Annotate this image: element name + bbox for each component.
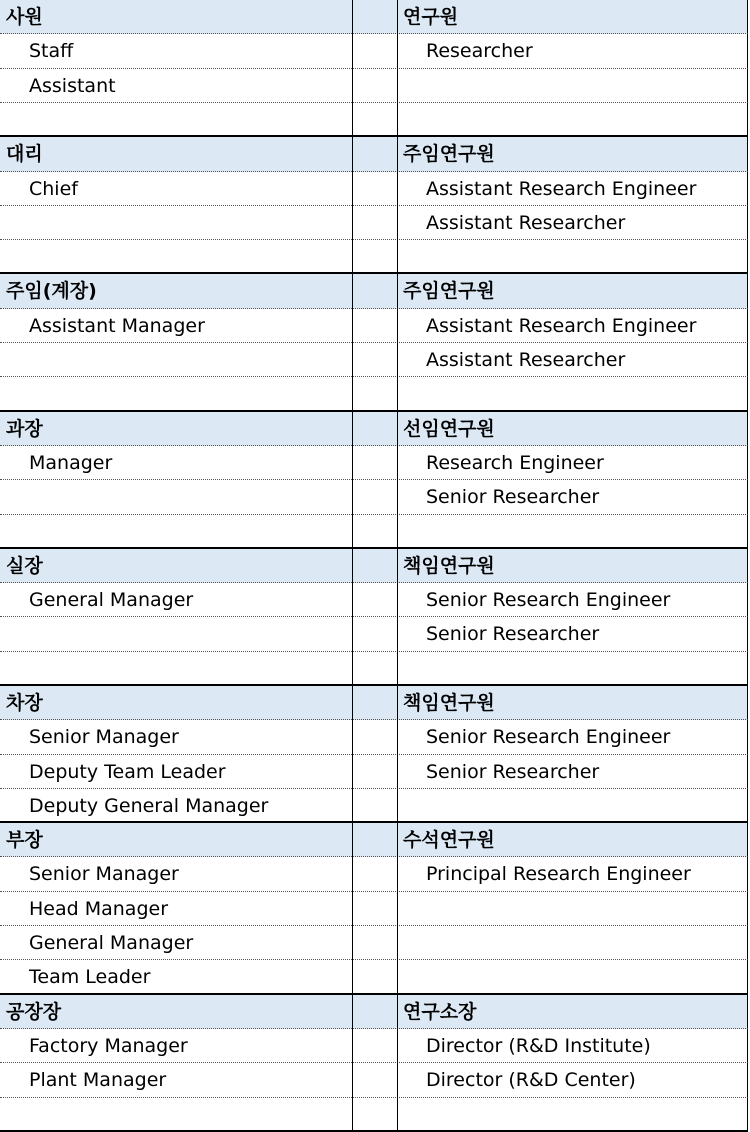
research-grade-title[interactable]: 주임연구원 <box>403 280 495 302</box>
section-header-row <box>0 686 748 720</box>
table-row <box>0 206 748 240</box>
table-row <box>0 103 748 137</box>
table-row <box>0 69 748 103</box>
job-grade-english-title[interactable]: General Manager <box>29 589 194 611</box>
section-header-row <box>0 274 748 309</box>
table-row <box>0 789 748 823</box>
job-grade-title[interactable]: 공장장 <box>6 1001 62 1023</box>
job-grade-english-title[interactable] <box>29 1098 369 1132</box>
table-row <box>0 172 748 206</box>
job-grade-title[interactable]: 주임(계장) <box>6 280 97 302</box>
job-grade-english-title[interactable]: Assistant Manager <box>29 315 205 337</box>
job-grade-english-title[interactable]: Deputy General Manager <box>29 795 269 817</box>
table-row <box>0 446 748 480</box>
table-row <box>0 34 748 69</box>
job-grade-title[interactable]: 실장 <box>6 555 43 577</box>
job-grade-english-title[interactable] <box>29 617 369 651</box>
job-grade-english-title[interactable]: Manager <box>29 452 113 474</box>
research-grade-english-title[interactable]: Principal Research Engineer <box>426 863 691 885</box>
research-grade-english-title[interactable] <box>426 892 750 926</box>
table-row <box>0 309 748 343</box>
research-grade-title[interactable]: 선임연구원 <box>403 418 495 440</box>
research-grade-english-title[interactable]: Senior Research Engineer <box>426 726 671 748</box>
table-row <box>0 1029 748 1063</box>
table-row <box>0 892 748 926</box>
job-grade-english-title[interactable] <box>29 480 369 514</box>
section-header-row <box>0 412 748 446</box>
table-row <box>0 617 748 652</box>
research-grade-english-title[interactable] <box>426 1098 750 1132</box>
research-grade-english-title[interactable] <box>426 789 750 823</box>
job-grade-title[interactable]: 과장 <box>6 418 43 440</box>
job-grade-english-title[interactable] <box>29 103 369 137</box>
table-row <box>0 1098 748 1132</box>
table-row <box>0 960 748 995</box>
table-row <box>0 1063 748 1098</box>
job-grade-english-title[interactable]: Senior Manager <box>29 863 179 885</box>
job-grade-english-title[interactable]: Deputy Team Leader <box>29 761 226 783</box>
research-grade-english-title[interactable]: Senior Researcher <box>426 486 600 508</box>
research-grade-english-title[interactable] <box>426 926 750 960</box>
research-grade-english-title[interactable] <box>426 69 750 103</box>
job-grade-english-title[interactable] <box>29 377 369 411</box>
job-grade-english-title[interactable]: Senior Manager <box>29 726 179 748</box>
job-grade-english-title[interactable] <box>29 652 369 686</box>
research-grade-title[interactable]: 연구원 <box>403 6 459 28</box>
research-grade-english-title[interactable] <box>426 377 750 411</box>
research-grade-english-title[interactable]: Senior Researcher <box>426 761 600 783</box>
job-grade-title[interactable]: 차장 <box>6 692 43 714</box>
section-header-row <box>0 0 748 34</box>
research-grade-title[interactable]: 연구소장 <box>403 1001 477 1023</box>
job-grade-english-title[interactable]: Head Manager <box>29 898 169 920</box>
table-row <box>0 377 748 412</box>
section-header-row <box>0 995 748 1029</box>
research-grade-title[interactable]: 수석연구원 <box>403 829 495 851</box>
research-grade-english-title[interactable]: Research Engineer <box>426 452 604 474</box>
research-grade-english-title[interactable]: Director (R&D Institute) <box>426 1035 651 1057</box>
research-grade-title[interactable]: 책임연구원 <box>403 692 495 714</box>
job-grade-english-title[interactable] <box>29 515 369 549</box>
research-grade-english-title[interactable]: Senior Researcher <box>426 623 600 645</box>
table-row <box>0 480 748 515</box>
section-header-row <box>0 137 748 172</box>
job-grade-english-title[interactable]: Plant Manager <box>29 1069 167 1091</box>
table-row <box>0 583 748 617</box>
research-grade-english-title[interactable]: Senior Research Engineer <box>426 589 671 611</box>
research-grade-english-title[interactable] <box>426 240 750 274</box>
research-grade-english-title[interactable] <box>426 652 750 686</box>
research-grade-english-title[interactable]: Assistant Researcher <box>426 212 626 234</box>
research-grade-english-title[interactable]: Assistant Researcher <box>426 349 626 371</box>
research-grade-title[interactable]: 주임연구원 <box>403 143 495 165</box>
research-grade-english-title[interactable]: Assistant Research Engineer <box>426 178 697 200</box>
table-row <box>0 720 748 755</box>
table-row <box>0 343 748 377</box>
job-grade-english-title[interactable]: Team Leader <box>29 966 151 988</box>
job-grade-english-title[interactable]: Chief <box>29 178 78 200</box>
job-grade-english-title[interactable]: Assistant <box>29 75 116 97</box>
job-grade-english-title[interactable]: Staff <box>29 40 74 62</box>
research-grade-title[interactable]: 책임연구원 <box>403 555 495 577</box>
section-header-row <box>0 549 748 583</box>
research-grade-english-title[interactable] <box>426 103 750 137</box>
job-grade-english-title[interactable] <box>29 206 369 240</box>
table-row <box>0 857 748 892</box>
job-grade-english-title[interactable] <box>29 240 369 274</box>
research-grade-english-title[interactable] <box>426 960 750 994</box>
job-grade-title[interactable]: 사원 <box>6 6 43 28</box>
job-grade-english-title[interactable]: Factory Manager <box>29 1035 188 1057</box>
column-divider-left <box>352 0 353 1131</box>
table-row <box>0 755 748 789</box>
table-row <box>0 652 748 686</box>
section-header-row <box>0 823 748 857</box>
research-grade-english-title[interactable]: Director (R&D Center) <box>426 1069 636 1091</box>
research-grade-english-title[interactable] <box>426 515 750 549</box>
job-grade-title[interactable]: 부장 <box>6 829 43 851</box>
research-grade-english-title[interactable]: Researcher <box>426 40 533 62</box>
job-grade-english-title[interactable] <box>29 343 369 377</box>
job-grade-title[interactable]: 대리 <box>6 143 43 165</box>
table-row <box>0 240 748 274</box>
table-row <box>0 515 748 549</box>
research-grade-english-title[interactable]: Assistant Research Engineer <box>426 315 697 337</box>
job-grade-english-title[interactable]: General Manager <box>29 932 194 954</box>
column-divider-right <box>397 0 398 1131</box>
table-row <box>0 926 748 960</box>
